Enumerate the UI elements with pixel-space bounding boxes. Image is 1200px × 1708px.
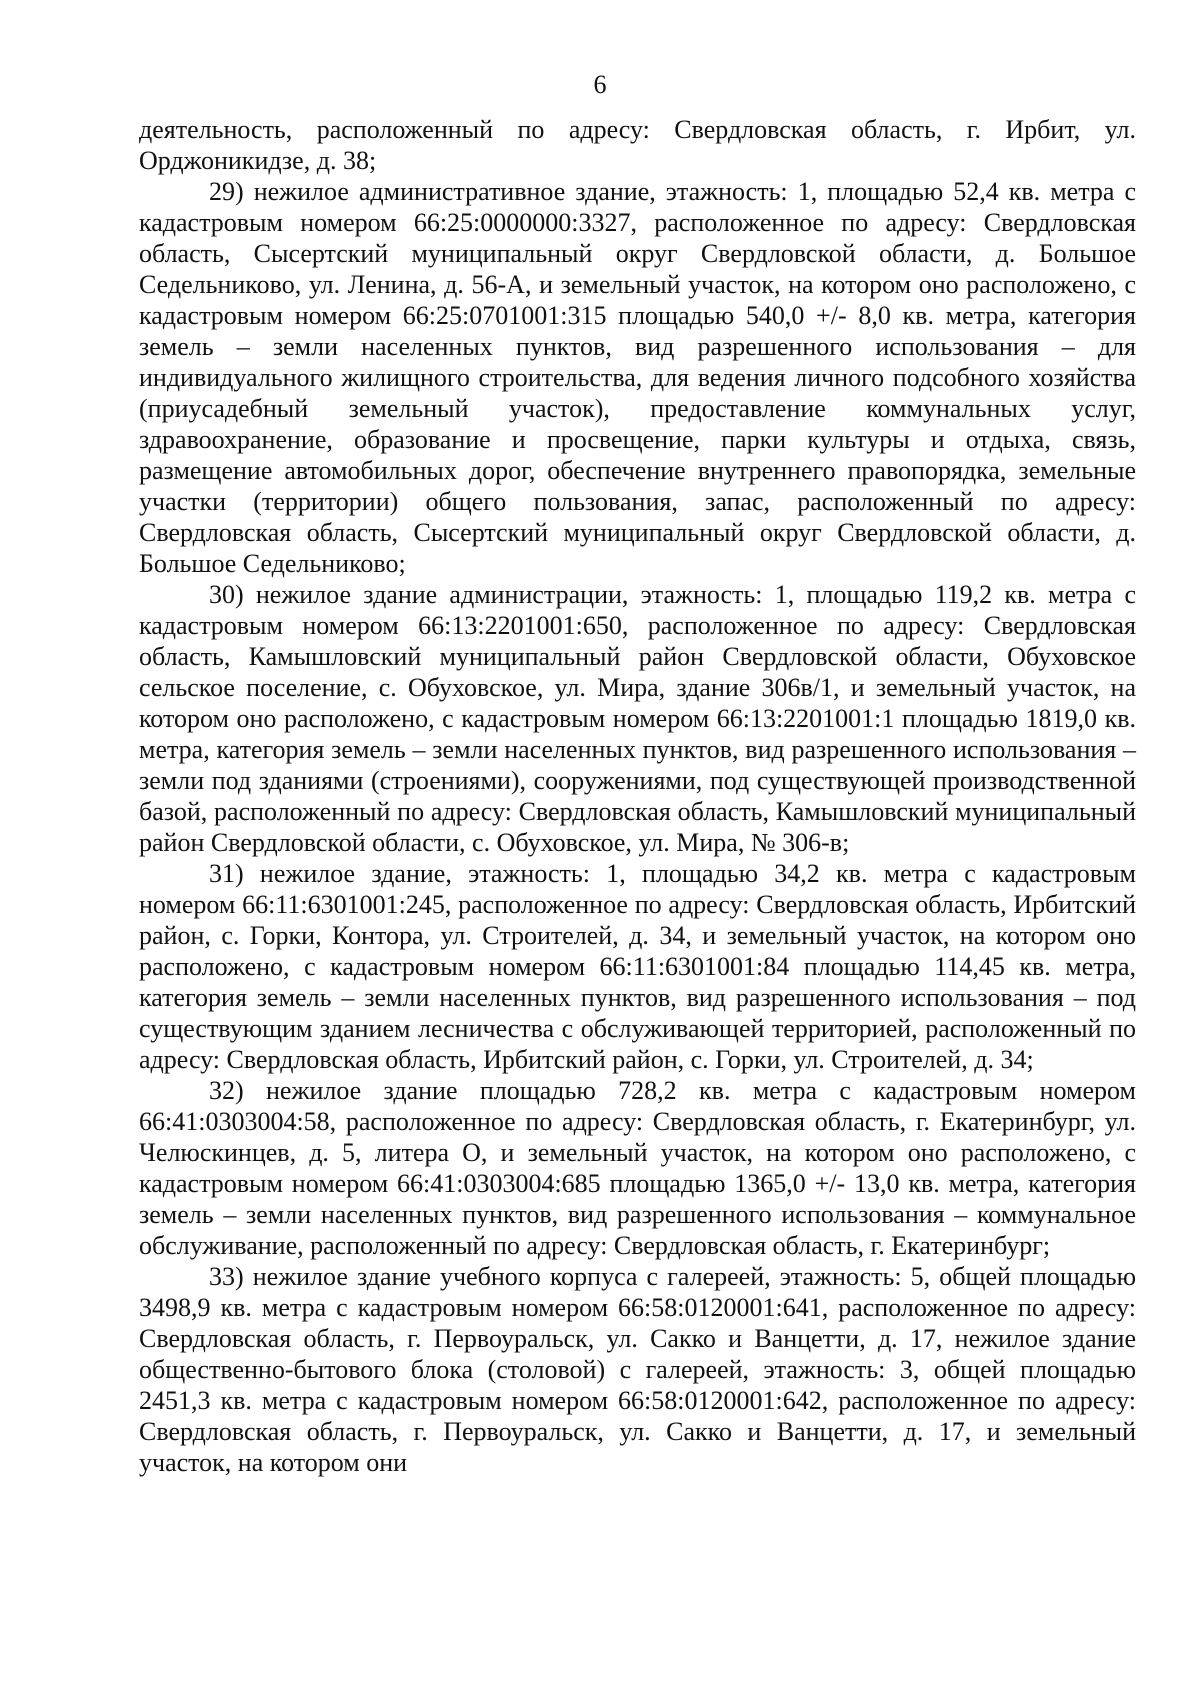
document-body <box>139 114 1136 1478</box>
paragraph-continuation: деятельность, расположенный по адресу: Свердловская область, г. Ирбит, ул. Орджоникидзе, д. 38; <box>139 115 1136 175</box>
page-number: 6 <box>593 70 607 99</box>
paragraph-item-31: 31) нежилое здание, этажность: 1, площадью 34,2 кв. метра с кадастровым номером 66:11:6301001:245, расположенное по адресу: Свердловская область, Ирбитский район, с. Горки, Контора, ул. Строителей, д. 34, и земельный участок, на котором оно расположено, с кадастровым номером 66:11:6301001:84 площадью 114,45 кв. метра, категория земель – земли населенных пунктов, вид разрешенного использования – под существующим зданием лесничества с обслуживающей территорией, расположенный по адресу: Свердловская область, Ирбитский район, с. Горки, ул. Строителей, д. 34; <box>139 859 1136 1074</box>
paragraph-item-30: 30) нежилое здание администрации, этажность: 1, площадью 119,2 кв. метра с кадастровым номером 66:13:2201001:650, расположенное по адресу: Свердловская область, Камышловский муниципальный район Свердловской области, Обуховское сельское поселение, с. Обуховское, ул. Мира, здание 306в/1, и земельный участок, на котором оно расположено, с кадастровым номером 66:13:2201001:1 площадью 1819,0 кв. метра, категория земель – земли населенных пунктов, вид разрешенного использования – земли под зданиями (строениями), сооружениями, под существующей производственной базой, расположенный по адресу: Свердловская область, Камышловский муниципальный район Свердловской области, с. Обуховское, ул. Мира, № 306-в; <box>139 580 1136 857</box>
paragraph-item-29: 29) нежилое административное здание, этажность: 1, площадью 52,4 кв. метра с кадастровым номером 66:25:0000000:3327, расположенное по адресу: Свердловская область, Сысертский муниципальный округ Свердловской области, д. Большое Седельниково, ул. Ленина, д. 56-А, и земельный участок, на котором оно расположено, с кадастровым номером 66:25:0701001:315 площадью 540,0 +/- 8,0 кв. метра, категория земель – земли населенных пунктов, вид разрешенного использования – для индивидуального жилищного строительства, для ведения личного подсобного хозяйства (приусадебный земельный участок), предоставление коммунальных услуг, здравоохранение, образование и просвещение, парки культуры и отдыха, связь, размещение автомобильных дорог, обеспечение внутреннего правопорядка, земельные участки (территории) общего пользования, запас, расположенный по адресу: Свердловская область, Сысертский муниципальный округ Свердловской области, д. Большое Седельниково; <box>139 177 1136 578</box>
paragraph-item-32: 32) нежилое здание площадью 728,2 кв. метра с кадастровым номером 66:41:0303004:58, расположенное по адресу: Свердловская область, г. Екатеринбург, ул. Челюскинцев, д. 5, литера О, и земельный участок, на котором оно расположено, с кадастровым номером 66:41:0303004:685 площадью 1365,0 +/- 13,0 кв. метра, категория земель – земли населенных пунктов, вид разрешенного использования – коммунальное обслуживание, расположенный по адресу: Свердловская область, г. Екатеринбург; <box>139 1076 1136 1260</box>
paragraph-item-33: 33) нежилое здание учебного корпуса с галереей, этажность: 5, общей площадью 3498,9 кв. метра с кадастровым номером 66:58:0120001:641, расположенное по адресу: Свердловская область, г. Первоуральск, ул. Сакко и Ванцетти, д. 17, нежилое здание общественно-бытового блока (столовой) с галереей, этажность: 3, общей площадью 2451,3 кв. метра с кадастровым номером 66:58:0120001:642, расположенное по адресу: Свердловская область, г. Первоуральск, ул. Сакко и Ванцетти, д. 17, и земельный участок, на котором они <box>139 1262 1136 1477</box>
